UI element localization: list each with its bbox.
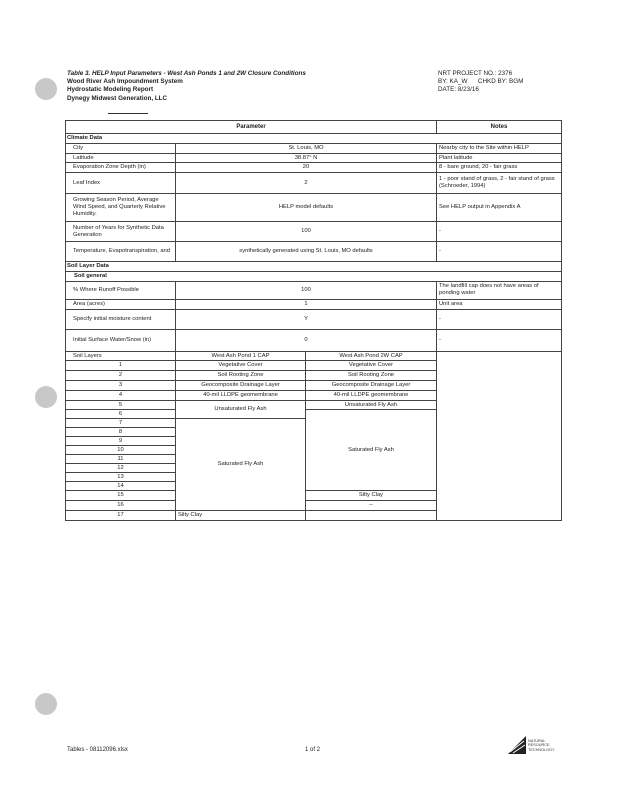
layer-number: 17 <box>66 510 176 520</box>
parameter-header: Parameter <box>66 121 437 134</box>
document-header <box>67 70 306 103</box>
logo-line: TECHNOLOGY <box>528 747 555 752</box>
param-value: 2 <box>176 173 437 194</box>
pond2w-layer: -- <box>306 501 437 511</box>
param-label: Specify initial moisture content <box>66 309 176 329</box>
table-row <box>66 222 562 242</box>
param-value: St. Louis, MO <box>176 143 437 153</box>
layer-number: 6 <box>66 410 176 419</box>
layer-number: 11 <box>66 455 176 464</box>
table-row <box>66 143 562 153</box>
punch-hole-bottom <box>35 693 57 715</box>
pond2w-layer: Silty Clay <box>306 491 437 501</box>
help-parameters-table <box>65 120 562 521</box>
header-line-report: Hydrostatic Modeling Report <box>67 86 154 94</box>
checked-by: BY: KA_W CHKD BY: BGM <box>438 78 524 86</box>
soil-section-heading: Soil Layer Data <box>66 262 562 272</box>
table-row <box>66 329 562 351</box>
param-label: Growing Season Period, Average Wind Speed, and Quarterly Relative Humidity. <box>66 194 176 222</box>
pond1-layer: Silty Clay <box>176 510 306 520</box>
param-value: 20 <box>176 163 437 173</box>
layer-number: 4 <box>66 390 176 400</box>
header-line-system: Wood River Ash Impoundment System <box>67 78 183 86</box>
layer-number: 12 <box>66 464 176 473</box>
company-logo <box>508 736 566 762</box>
pond1-cap-header: West Ash Pond 1 CAP <box>176 351 306 361</box>
pond2w-layer: Vegetative Cover <box>306 361 437 371</box>
param-note: 1 - poor stand of grass, 2 - fair stand of grass (Schroeder, 1994) <box>437 173 562 194</box>
param-value: 1 <box>176 299 437 309</box>
param-value: HELP model defaults <box>176 194 437 222</box>
project-number: NRT PROJECT NO.: 2376 <box>438 70 513 77</box>
param-label: City <box>66 143 176 153</box>
footer-page-number: 1 of 2 <box>305 747 321 753</box>
param-note: See HELP output in Appendix A <box>437 194 562 222</box>
table-header-row <box>66 121 562 134</box>
param-note: - <box>437 329 562 351</box>
climate-section-heading: Climate Data <box>66 134 562 144</box>
table-row <box>66 163 562 173</box>
param-note: - <box>437 242 562 262</box>
layer-number: 9 <box>66 437 176 446</box>
param-value: 0 <box>176 329 437 351</box>
pond2w-cap-header: West Ash Pond 2W CAP <box>306 351 437 361</box>
empty-cell <box>306 510 437 520</box>
pond1-layer: Geocomposite Drainage Layer <box>176 380 306 390</box>
logo-line: RESOURCE <box>528 743 550 748</box>
param-label: Evaporation Zone Depth (in) <box>66 163 176 173</box>
layer-number: 2 <box>66 371 176 381</box>
pond2w-layer: Saturated Fly Ash <box>306 410 437 491</box>
table-row <box>66 173 562 194</box>
param-note: The landfill cap does not have areas of ponding water <box>437 281 562 299</box>
table-row <box>66 153 562 163</box>
punch-hole-middle <box>35 386 57 408</box>
soil-layers-header-row <box>66 351 562 361</box>
layer-number: 8 <box>66 428 176 437</box>
footer-filename: Tables - 08112096.xlsx <box>67 747 128 753</box>
param-label: % Where Runoff Possible <box>66 281 176 299</box>
soil-general-heading: Soil general <box>66 271 562 281</box>
pond1-layer: Unsaturated Fly Ash <box>176 400 306 419</box>
pond2w-layer: Geocomposite Drainage Layer <box>306 380 437 390</box>
section-row <box>66 262 562 272</box>
param-label: Area (acres) <box>66 299 176 309</box>
date: DATE: 8/23/16 <box>438 86 479 94</box>
header-line-company: Dynegy Midwest Generation, LLC <box>67 94 168 102</box>
param-label: Initial Surface Water/Snow (in) <box>66 329 176 351</box>
project-info <box>438 70 523 95</box>
table-row <box>66 281 562 299</box>
pond1-layer: Soil Rooting Zone <box>176 371 306 381</box>
logo-line: NATURAL <box>528 739 546 743</box>
layer-number: 15 <box>66 491 176 501</box>
param-note: Unit area <box>437 299 562 309</box>
param-value: 38.87° N <box>176 153 437 163</box>
param-value: Y <box>176 309 437 329</box>
layer-number: 5 <box>66 400 176 410</box>
param-note: Plant latitude <box>437 153 562 163</box>
layer-number: 1 <box>66 361 176 371</box>
param-value: 100 <box>176 281 437 299</box>
param-note: 8 - bare ground, 20 - fair grass <box>437 163 562 173</box>
table-row <box>66 299 562 309</box>
pond2w-layer: 40-mil LLDPE geomembrane <box>306 390 437 400</box>
layer-number: 7 <box>66 419 176 428</box>
pond1-layer: Vegetative Cover <box>176 361 306 371</box>
layer-number: 16 <box>66 501 176 511</box>
param-note: - <box>437 309 562 329</box>
pond1-layer: 40-mil LLDPE geomembrane <box>176 390 306 400</box>
param-label: Latitude <box>66 153 176 163</box>
section-row <box>66 134 562 144</box>
pond2w-layer: Soil Rooting Zone <box>306 371 437 381</box>
layer-number: 13 <box>66 473 176 482</box>
table-title: Table 3. HELP Input Parameters - West Ash Ponds 1 and 2W Closure Conditions <box>67 70 306 77</box>
param-note: Nearby city to the Site within HELP <box>437 143 562 153</box>
section-row <box>66 271 562 281</box>
param-label: Temperature, Evapotranspiration, and <box>66 242 176 262</box>
param-value: synthetically generated using St. Louis, MO defaults <box>176 242 437 262</box>
header-rule <box>108 113 148 114</box>
param-value: 100 <box>176 222 437 242</box>
param-label: Leaf Index <box>66 173 176 194</box>
param-label: Number of Years for Synthetic Data Generation <box>66 222 176 242</box>
layers-notes-cell <box>437 351 562 520</box>
notes-header: Notes <box>437 121 562 134</box>
pond2w-layer: Unsaturated Fly Ash <box>306 400 437 410</box>
layer-number: 14 <box>66 482 176 491</box>
layer-number: 10 <box>66 446 176 455</box>
logo-mark-icon <box>508 736 526 754</box>
pond1-layer: Saturated Fly Ash <box>176 419 306 511</box>
table-row <box>66 242 562 262</box>
param-note: - <box>437 222 562 242</box>
table-row <box>66 194 562 222</box>
table-row <box>66 309 562 329</box>
punch-hole-top <box>35 78 57 100</box>
soil-layers-label: Soil Layers <box>66 351 176 361</box>
logo-text <box>528 739 555 752</box>
layer-number: 3 <box>66 380 176 390</box>
